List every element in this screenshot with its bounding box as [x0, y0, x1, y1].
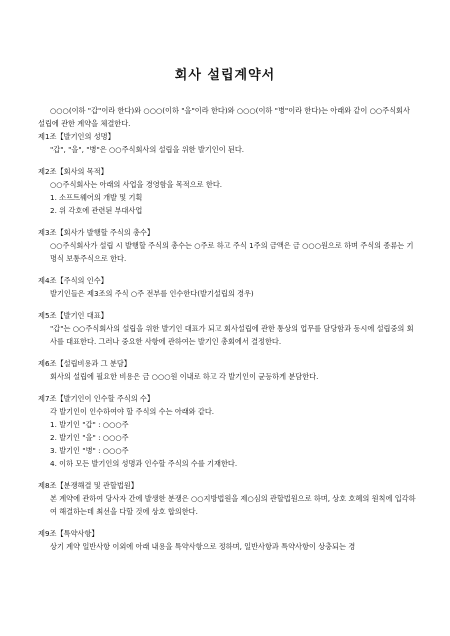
article-text: 발기인들은 제3조의 주식 ○주 전부를 인수한다(발기설립의 경우): [50, 289, 254, 298]
list-item: 2. 위 각호에 관련된 부대사업: [50, 206, 143, 215]
article-heading: 제7조【발기인이 인수할 주식의 수】: [38, 394, 155, 403]
article-heading: 제6조【설립비용과 그 분담】: [38, 359, 131, 368]
article-text: 회사의 설립에 필요한 비용은 금 ○○○원 이내로 하고 각 발기인이 균등하게 분담한다.: [50, 372, 319, 381]
article-8: [38, 479, 416, 518]
list-item: 3. 발기인 "병" : ○○○주: [50, 446, 129, 455]
article-5: [38, 309, 416, 348]
article-heading: 제9조【특약사항】: [38, 529, 99, 538]
intro-paragraph: ○○○(이하 "갑"이라 한다)와 ○○○(이하 "을"이라 한다)와 ○○○(이하 "병"이라 한다)는 아래와 같이 ○○주식회사 설립에 관한 계약을 체결한다.: [38, 106, 410, 128]
article-text: 각 발기인이 인수하여야 할 주식의 수는 아래와 같다.: [50, 407, 215, 416]
article-heading: 제2조【회사의 목적】: [38, 167, 108, 176]
article-6: [38, 357, 416, 383]
article-9: [38, 527, 416, 553]
list-item: 1. 발기인 "갑" : ○○○주: [50, 420, 129, 429]
article-heading: 제4조【주식의 인수】: [38, 276, 108, 285]
list-item: 2. 발기인 "을" : ○○○주: [50, 433, 129, 442]
article-text: ○○주식회사는 아래의 사업을 경영함을 목적으로 한다.: [50, 180, 223, 189]
article-heading: 제1조【발기인의 성명】: [38, 132, 115, 141]
document-body: [38, 104, 416, 562]
article-text: 상기 계약 일반사항 이외에 아래 내용을 특약사항으로 정하며, 일반사항과 특약사항이 상충되는 경: [50, 542, 356, 551]
article-text: "갑", "을", "병"은 ○○주식회사의 설립을 위한 발기인이 된다.: [50, 145, 245, 154]
document-title: 회사 설립계약서: [174, 68, 276, 83]
article-text: 본 계약에 관하여 당사자 간에 발생한 분쟁은 ○○지방법원을 제○심의 관할법원으로 하며, 상호 호혜의 원칙에 입각하여 해결하는데 최선을 다할 것에 상호 합의한다.: [50, 494, 416, 516]
article-2: [38, 165, 416, 217]
article-heading: 제5조【발기인 대표】: [38, 311, 108, 320]
article-text: ○○주식회사가 설립 시 발행할 주식의 총수는 ○주로 하고 주식 1주의 금액은 금 ○○○원으로 하며 주식의 종류는 기명식 보통주식으로 한다.: [50, 241, 414, 263]
article-3: [38, 226, 416, 265]
list-item: 4. 이하 모든 발기인의 성명과 인수할 주식의 수를 기재한다.: [50, 459, 238, 468]
article-heading: 제8조【분쟁해결 및 관할법원】: [38, 481, 138, 490]
list-item: 1. 소프트웨어의 개발 및 기획: [50, 193, 143, 202]
article-4: [38, 274, 416, 300]
article-text: "갑"는 ○○주식회사의 설립을 위한 발기인 대표가 되고 회사설립에 관한 통상의 업무를 담당함과 동시에 설립중의 회사를 대표한다. 그러나 중요한 사항에 관하여는 발기인 총회에서 결정한다.: [50, 324, 414, 346]
article-7: [38, 392, 416, 470]
article-1: [38, 130, 416, 156]
article-heading: 제3조【회사가 발행할 주식의 총수】: [38, 228, 155, 237]
